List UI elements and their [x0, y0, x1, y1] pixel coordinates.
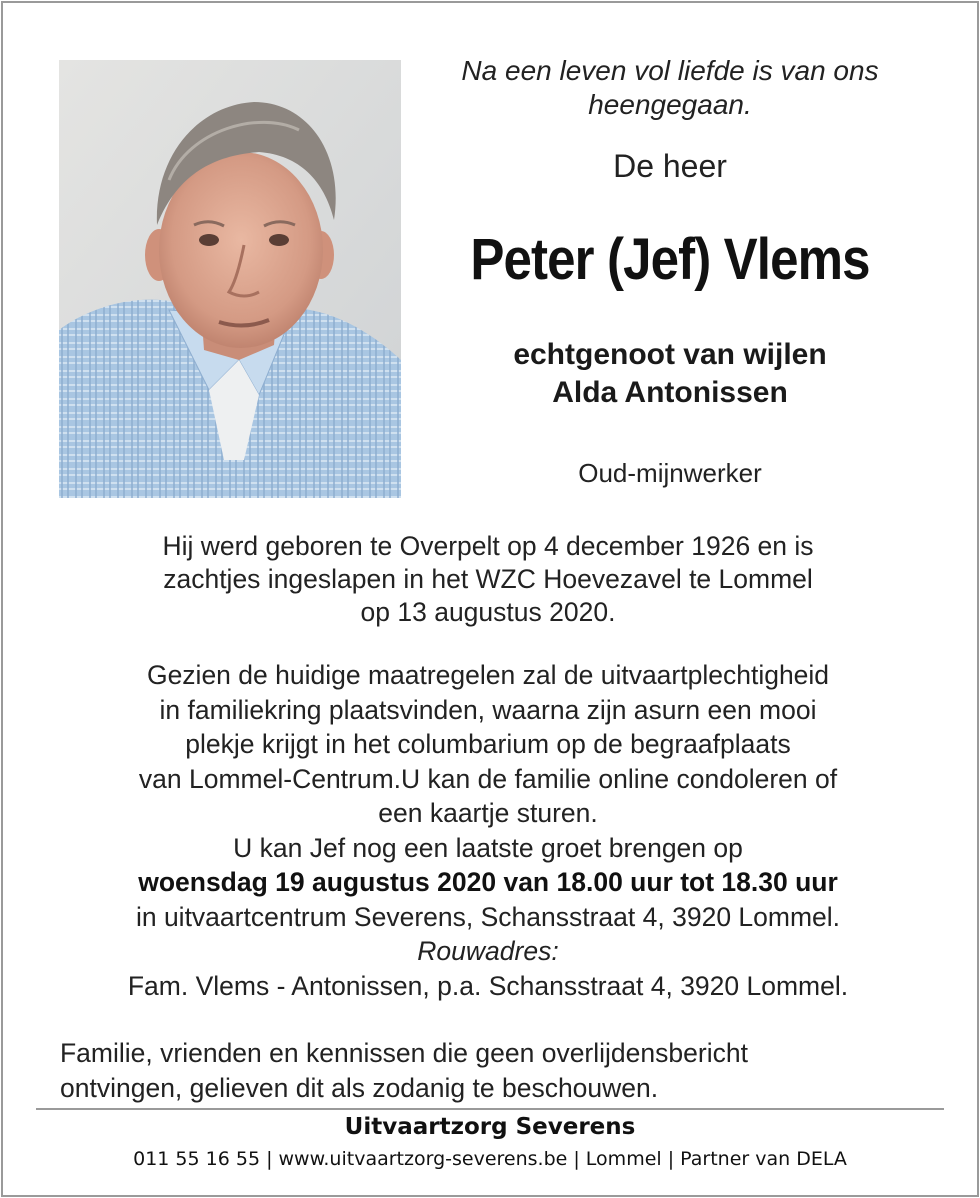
visit-location: in uitvaartcentrum Severens, Schansstraat 4, 3920 Lommel.	[135, 901, 841, 932]
portrait-photo	[59, 60, 401, 498]
occupation: Oud-mijnwerker	[578, 458, 762, 488]
notice-line: Familie, vrienden en kennissen die geen overlijdensbericht	[60, 1038, 748, 1068]
birth-line: Hij werd geboren te Overpelt op 4 december 1926 en is	[162, 531, 814, 561]
title-prefix: De heer	[613, 148, 727, 184]
ceremony-line: plekje krijgt in het columbarium op de begraafplaats	[185, 729, 791, 759]
spouse-line: Alda Antonissen	[552, 376, 788, 409]
funeral-home-contact: 011 55 16 55 | www.uitvaartzorg-severens.be | Lommel | Partner van DELA	[133, 1148, 847, 1170]
visit-datetime: woensdag 19 augustus 2020 van 18.00 uur tot 18.30 uur	[138, 867, 838, 897]
birth-paragraph	[40, 530, 936, 629]
intro-line: heengegaan.	[588, 89, 752, 120]
footer-divider	[36, 1108, 944, 1110]
spouse-text	[420, 336, 920, 412]
ceremony-line: U kan Jef nog een laatste groet brengen op	[233, 832, 743, 863]
mourning-address: Fam. Vlems - Antonissen, p.a. Schansstraat 4, 3920 Lommel.	[127, 970, 849, 1001]
notice-line: ontvingen, gelieven dit als zodanig te beschouwen.	[60, 1072, 659, 1103]
ceremony-paragraph	[40, 658, 936, 1003]
ceremony-line: Gezien de huidige maatregelen zal de uitvaartplechtigheid	[146, 660, 830, 690]
ceremony-line: in familiekring plaatsvinden, waarna zijn asurn een mooi	[159, 694, 817, 725]
birth-line: op 13 augustus 2020.	[360, 597, 616, 627]
spouse-line: echtgenoot van wijlen	[513, 338, 827, 371]
funeral-home-name: Uitvaartzorg Severens	[344, 1114, 636, 1140]
intro-line: Na een leven vol liefde is van ons	[461, 55, 879, 86]
intro-text	[420, 54, 920, 122]
ceremony-line: een kaartje sturen.	[378, 798, 598, 828]
address-label: Rouwadres:	[417, 936, 559, 966]
birth-line: zachtjes ingeslapen in het WZC Hoevezavel te Lommel	[163, 564, 813, 594]
ceremony-line: van Lommel-Centrum.U kan de familie online condoleren of	[138, 763, 838, 794]
notice-paragraph	[60, 1036, 940, 1105]
deceased-name: Peter (Jef) Vlems	[470, 227, 870, 292]
